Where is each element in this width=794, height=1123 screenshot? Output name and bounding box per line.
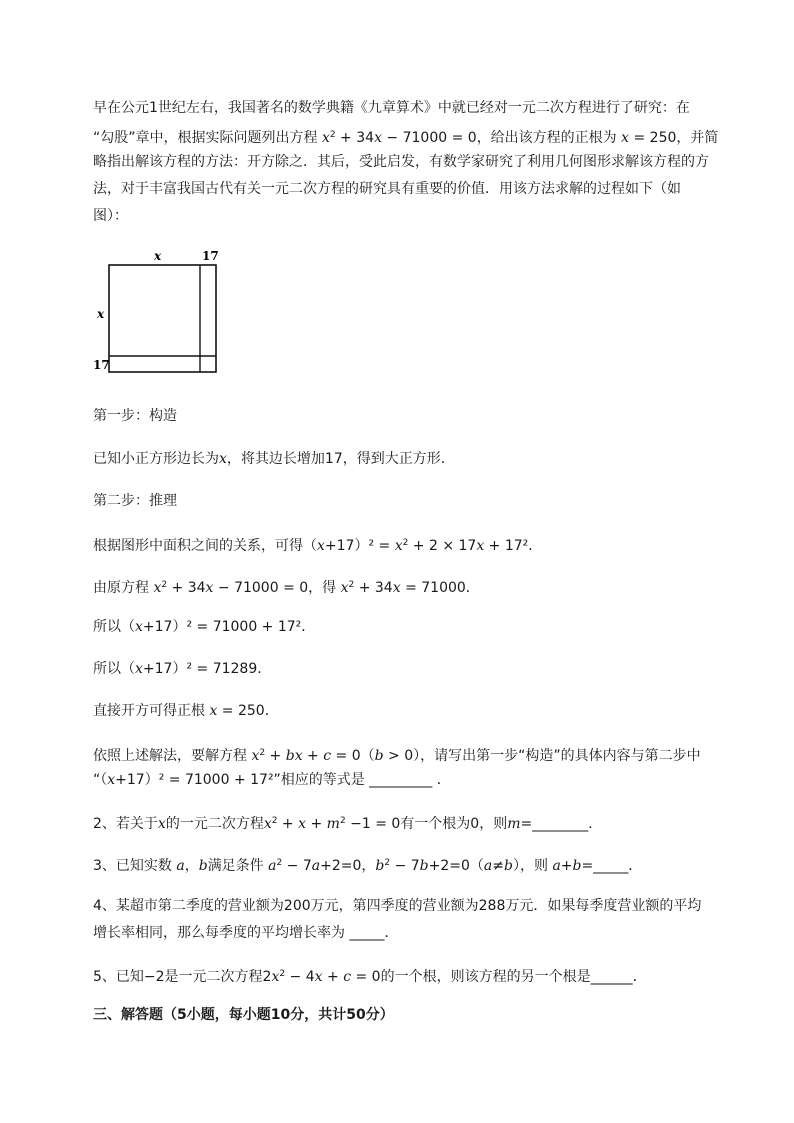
square-diagram: [90, 248, 230, 378]
intro-line-2: “勾股”章中，根据实际问题列出方程 $x^2 + 34x - 71000 = 0$，给出该方程的正根为 x = 250，并简: [93, 130, 719, 146]
question-4-line-1: 4、某超市第二季度的营业额为200万元，第四季度的营业额为288万元．如果每季度营业额的平均: [93, 898, 702, 914]
step1-text: 已知小正方形边长为x，将其边长增加17，得到大正方形．: [93, 451, 455, 467]
intro-line-1: 早在公元1世纪左右，我国著名的数学典籍《九章算术》中就已经对一元二次方程进行了研究：在: [93, 100, 690, 116]
question-4-line-2: 增长率相同，那么每季度的平均增长率为 _____．: [93, 925, 399, 941]
follow-line-2: “（x+17）² = 71000 + 17²”相应的等式是 _________ ．: [93, 772, 451, 788]
follow-line-1: 依照上述解法，要解方程 $x^2$ + bx + c = 0（b > 0），请写出第一步“构造”的具体内容与第二步中: [93, 748, 701, 764]
step2-line-4: 所以（x+17）² = 71289．: [93, 661, 272, 677]
label-x-top: x: [154, 249, 162, 263]
question-5: 5、已知−2是一元二次方程$2x^2 - 4x + c = 0$的一个根，则该方程的另一个根是______．: [93, 969, 647, 985]
intro-line-3: 略指出解该方程的方法：开方除之．其后，受此启发，有数学家研究了利用几何图形求解该方程的方: [93, 154, 709, 170]
intro-line-5: 图）：: [93, 208, 128, 224]
label-17-top: 17: [202, 249, 219, 263]
step2-line-3: 所以（x+17）² = 71000 + 17²．: [93, 619, 316, 635]
question-3: 3、已知实数 a，b满足条件 $a^2 - 7a+2=0$，$b^2 - 7b+2=0(a\ne b)$，则 a+b=_____．: [93, 858, 643, 874]
section-title: 三、解答题（5小题，每小题10分，共计50分）: [93, 1007, 394, 1023]
step2-title: 第二步：推理: [93, 493, 177, 509]
question-2: 2、若关于x的一元二次方程$x^2 + x + m^2 -1 = 0$有一个根为0，则m=________．: [93, 816, 603, 832]
label-17-left: 17: [93, 358, 110, 372]
step2-line-1: 根据图形中面积之间的关系，可得$(x+17)^2 = x^2 + 2 \times 17x + 17^2$．: [93, 538, 543, 554]
intro-line-4: 法，对于丰富我国古代有关一元二次方程的研究具有重要的价值．用该方法求解的过程如下（如: [93, 181, 681, 197]
step1-title: 第一步：构造: [93, 408, 177, 424]
label-x-left: x: [97, 307, 105, 321]
step2-line-2: 由原方程 $x^2 + 34x - 71000 = 0$，得 $x^2 + 34x = 71000$．: [93, 580, 480, 596]
step2-line-5: 直接开方可得正根 x = 250．: [93, 703, 279, 719]
